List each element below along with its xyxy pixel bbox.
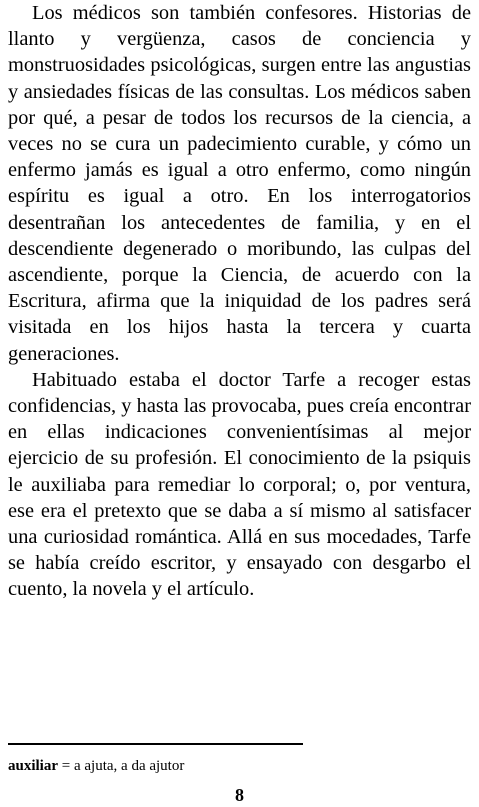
footnote-divider — [8, 743, 303, 745]
page-number: 8 — [235, 785, 244, 805]
footnote-definition: = a ajuta, a da ajutor — [58, 758, 185, 774]
footnote-term: auxiliar — [8, 758, 59, 774]
paragraph-2: Habituado estaba el doctor Tarfe a recoger estas confidencias, y hasta las provocaba, pues creía encontrar en ellas indicaciones convenientísimas al mejor ejercicio de su profesión. El conocimiento de la psiquis le auxiliaba para remediar lo corporal; o, por ventura, ese era el pretexto que se daba a sí mismo al satisfacer una curiosidad romántica. Allá en sus mocedades, Tarfe se había creído escritor, y ensayado con desgarbo el cuento, la novela y el artículo. — [8, 368, 471, 601]
body-text — [8, 0, 471, 603]
footnote — [8, 757, 184, 775]
paragraph-1: Los médicos son también confesores. Historias de llanto y vergüenza, casos de conciencia y monstruosidades psicológicas, surgen entre las angustias y ansiedades físicas de las consultas. Los médicos saben por qué, a pesar de todos los recursos de la ciencia, a veces no se cura un padecimiento curable, y cómo un enfermo jamás es igual a otro enfermo, como ningún espíritu es igual a otro. En los interrogatorios desentrañan los antecedentes de familia, y en el descendiente degenerado o moribundo, las culpas del ascendiente, porque la Ciencia, de acuerdo con la Escritura, afirma que la iniquidad de los padres será visitada en los hijos hasta la tercera y cuarta generaciones. — [8, 2, 471, 365]
